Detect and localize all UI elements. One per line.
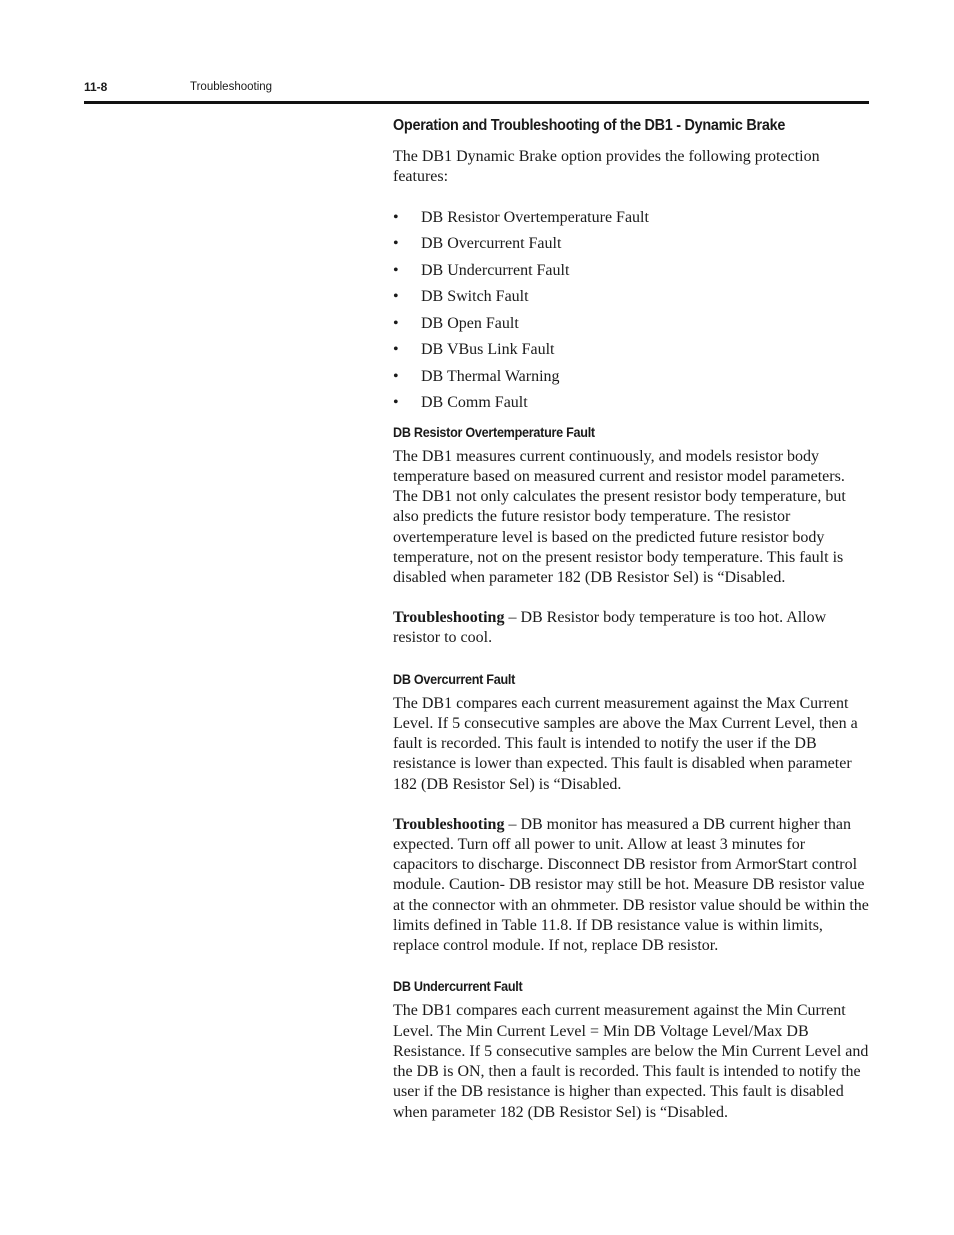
section-resistor-overtemperature: [393, 422, 871, 649]
list-item-text: DB Undercurrent Fault: [421, 261, 570, 279]
intro-paragraph: The DB1 Dynamic Brake option provides the following protection features:: [393, 148, 820, 186]
running-section-title: Troubleshooting: [190, 81, 273, 93]
troubleshooting-label: Troubleshooting: [393, 609, 505, 627]
section-heading: DB Undercurrent Fault: [393, 978, 523, 995]
list-item-text: DB Comm Fault: [421, 394, 528, 412]
troubleshooting-paragraph: [393, 815, 871, 956]
list-item-text: DB Switch Fault: [421, 288, 529, 306]
list-item: [393, 314, 871, 341]
list-item: [393, 234, 871, 261]
troubleshooting-text: – DB monitor has measured a DB current higher than expected. Turn off all power to unit. Allow at least 3 minutes for capacitors to discharge. Disconnect DB resistor from ArmorStart control module. Caution- DB resistor may still be hot. Measure DB resistor value at the connector with an ohmmeter. DB resistor value should be within the limits defined in Table 11.8. If DB resistance value is within limits, replace control module. If not, replace DB resistor.: [393, 815, 869, 955]
section-overcurrent: [393, 669, 871, 957]
section-body: The DB1 measures current continuously, and models resistor body temperature based on measured current and resistor model parameters. The DB1 not only calculates the present resistor body temperature, but also predicts the future resistor body temperature. The resistor overtemperature level is based on the predicted future resistor body temperature, not on the present resistor body temperature. This fault is disabled when parameter 182 (DB Resistor Sel) is “Disabled.: [393, 447, 846, 587]
bullet-icon: •: [393, 288, 399, 306]
header-rule: [84, 101, 869, 104]
troubleshooting-paragraph: [393, 608, 871, 648]
bullet-icon: •: [393, 394, 399, 412]
list-item: [393, 287, 871, 314]
list-item-text: DB Overcurrent Fault: [421, 235, 562, 253]
bullet-icon: •: [393, 341, 399, 359]
list-item-text: DB Resistor Overtemperature Fault: [421, 208, 649, 226]
list-item: [393, 261, 871, 288]
section-body: The DB1 compares each current measurement against the Min Current Level. The Min Current Level = Min DB Voltage Level/Max DB Resistance. If 5 consecutive samples are below the Min Current Level and the DB is ON, then a fault is recorded. This fault is intended to notify the user if the DB resistance is higher than expected. This fault is disabled when parameter 182 (DB Resistor Sel) is “Disabled.: [393, 1002, 869, 1121]
troubleshooting-label: Troubleshooting: [393, 815, 505, 833]
section-heading: DB Overcurrent Fault: [393, 670, 516, 687]
section-heading: DB Resistor Overtemperature Fault: [393, 423, 595, 440]
list-item-text: DB VBus Link Fault: [421, 341, 555, 359]
bullet-icon: •: [393, 208, 399, 226]
bullet-icon: •: [393, 235, 399, 253]
list-item: [393, 340, 871, 367]
bullet-icon: •: [393, 367, 399, 385]
page-number: 11-8: [84, 80, 108, 94]
feature-list: [393, 208, 871, 420]
page-title: Operation and Troubleshooting of the DB1 - Dynamic Brake: [393, 117, 786, 134]
bullet-icon: •: [393, 314, 399, 332]
section-undercurrent: [393, 976, 871, 1122]
list-item: [393, 367, 871, 394]
section-body: The DB1 compares each current measurement against the Max Current Level. If 5 consecutive samples are above the Max Current Level, then a fault is recorded. This fault is intended to notify the user if the DB resistance is lower than expected. This fault is disabled when parameter 182 (DB Resistor Sel) is “Disabled.: [393, 694, 858, 793]
list-item-text: DB Thermal Warning: [421, 367, 560, 385]
bullet-icon: •: [393, 261, 399, 279]
main-content: [393, 116, 871, 1123]
list-item: [393, 208, 871, 235]
list-item-text: DB Open Fault: [421, 314, 519, 332]
troubleshooting-text: – DB Resistor body temperature is too hot. Allow resistor to cool.: [393, 609, 827, 647]
list-item: [393, 393, 871, 420]
